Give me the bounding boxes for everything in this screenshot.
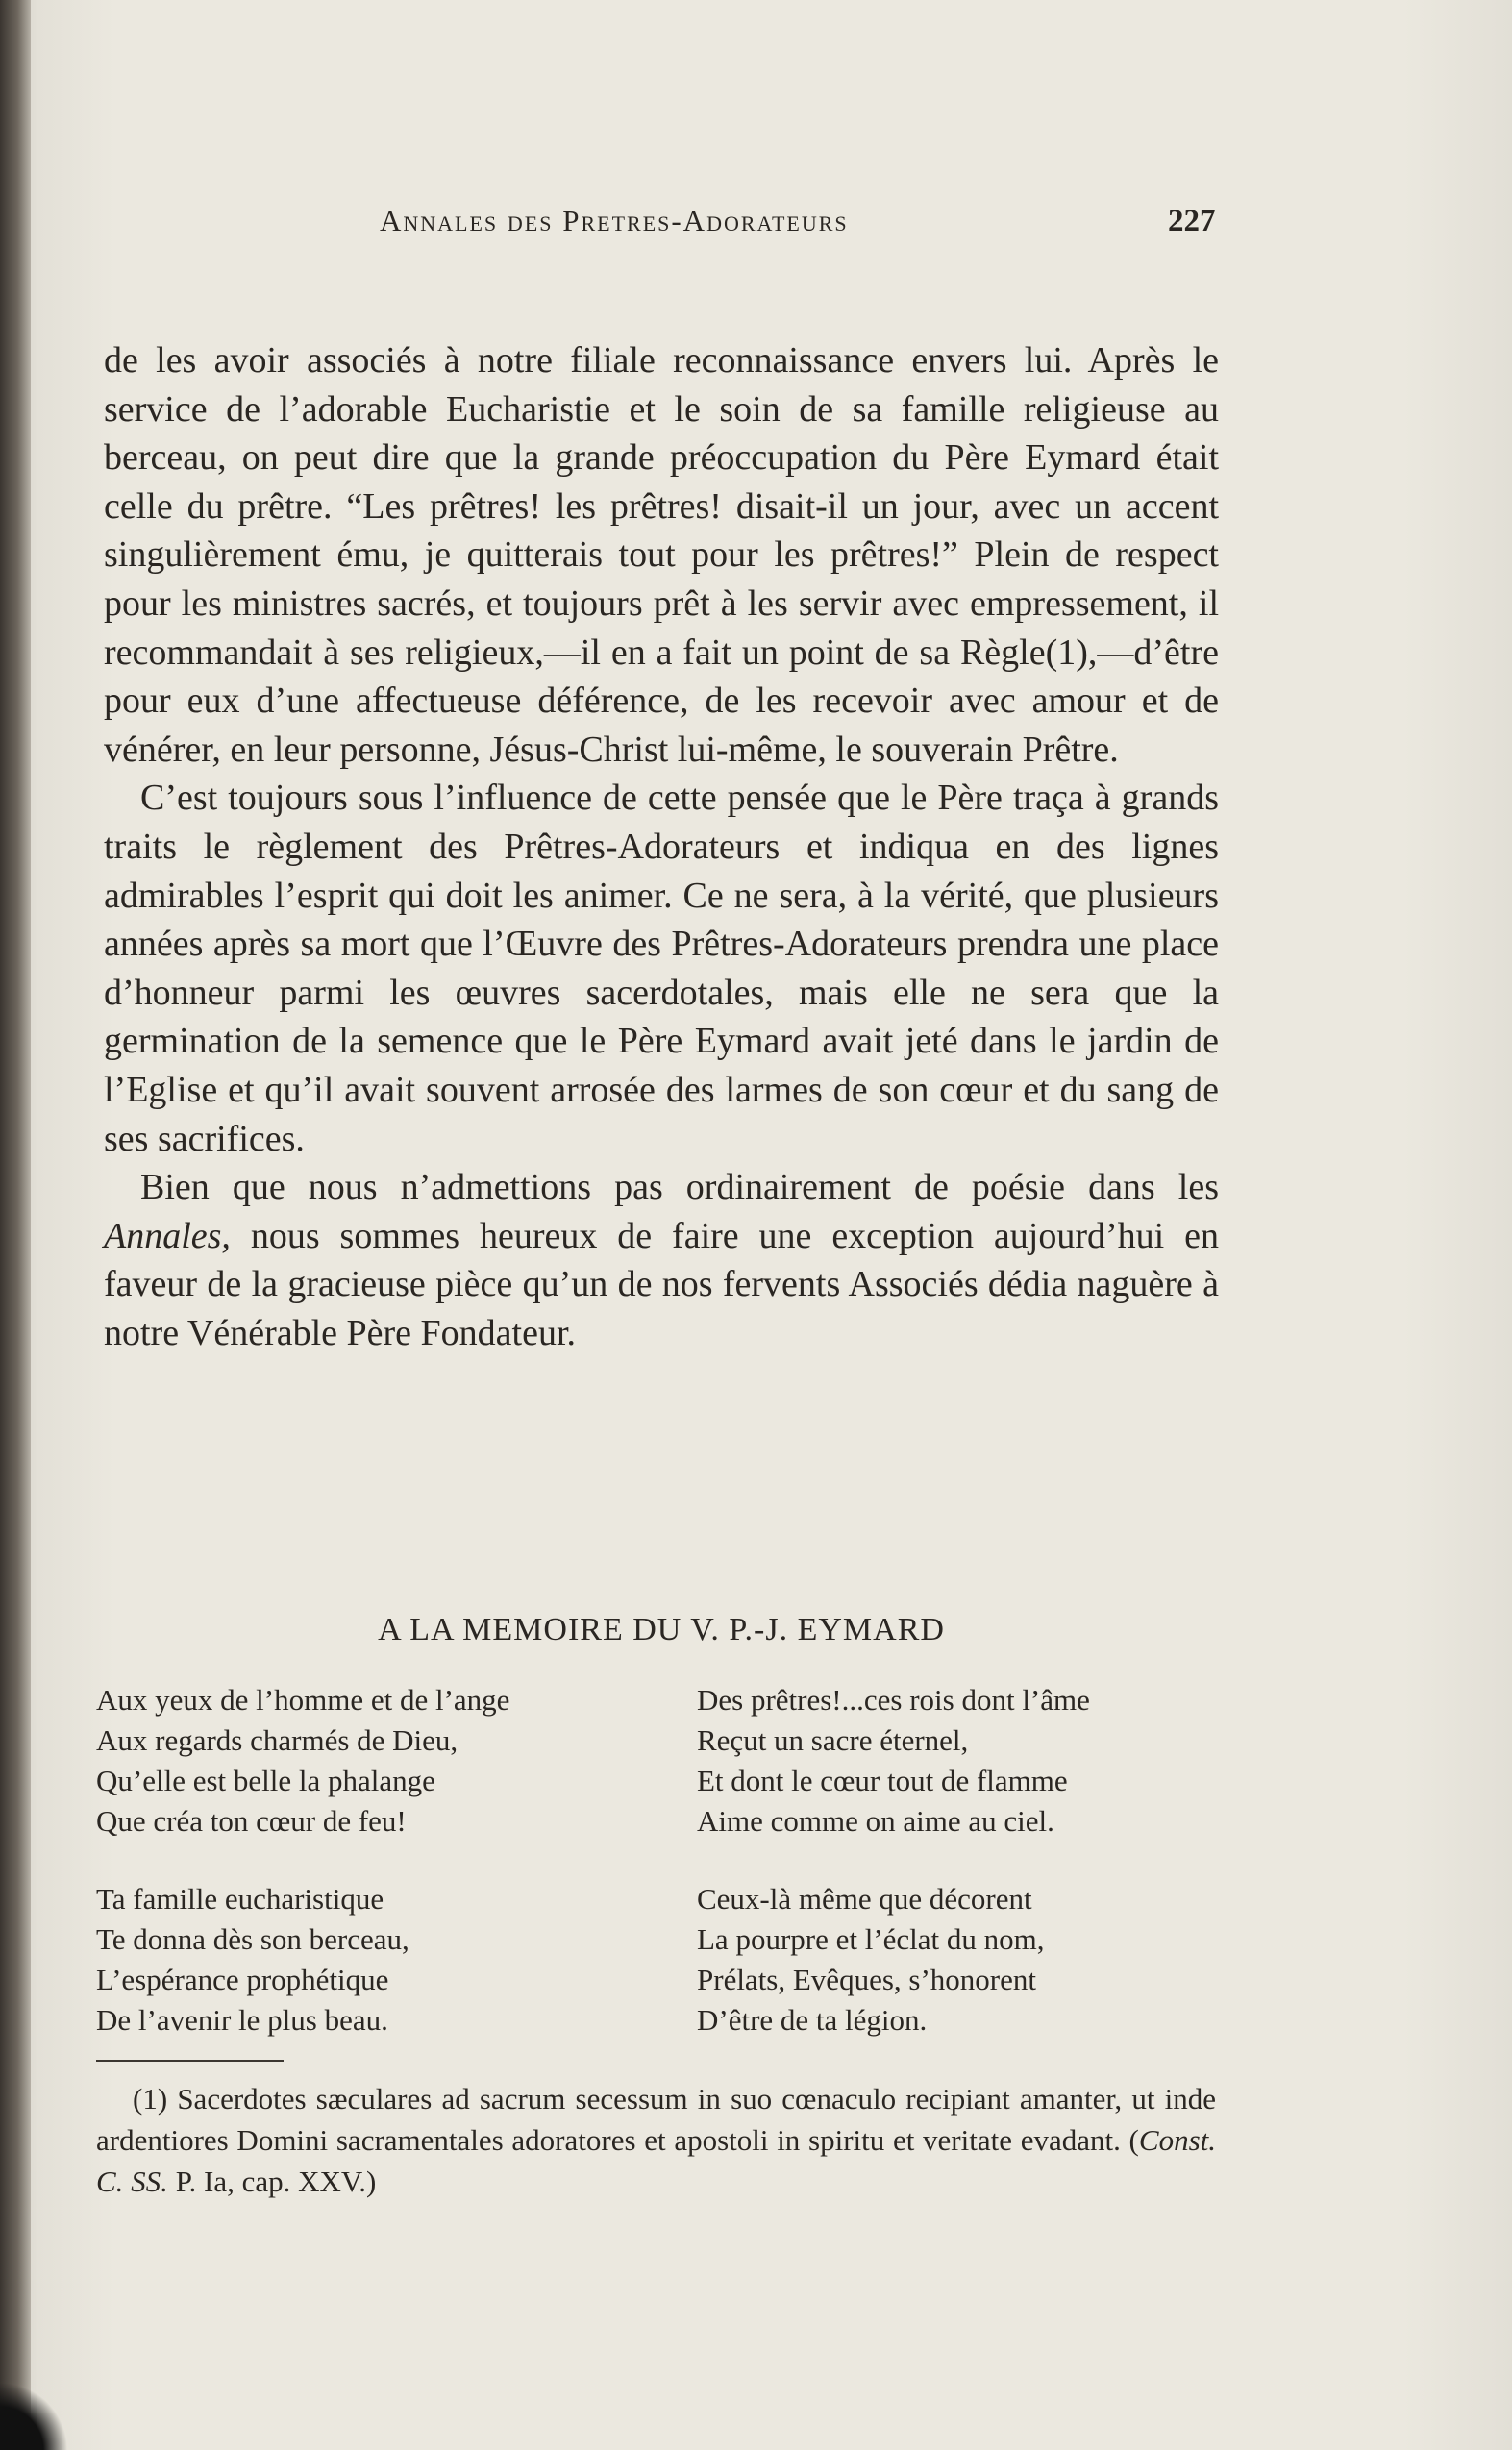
paragraph-2: C’est toujours sous l’influence de cette pensée que le Père traça à grands traits le règlement des Prêtres-Adorateurs et indiqua en des lignes admirables l’esprit qui doit les animer. Ce ne sera, à la vérité, que plusieurs années après sa mort que l’Œuvre des Prêtres-Adorateurs prendra une place d’honneur parmi les œuvres sacerdotales, mais elle ne sera que la germination de la semence que le Père Eymard avait jeté dans le jardin de l’Eglise et qu’il avait souvent arrosée des larmes de son cœur et du sang de ses sacrifices. (104, 778, 1219, 1159)
paragraph-1: de les avoir associés à notre filiale reconnaissance envers lui. Après le service de l’adorable Eucharistie et le soin de sa famille religieuse au berceau, on peut dire que la grande préoccupation du Père Eymard était celle du prêtre. “Les prêtres! les prêtres! disait-il un jour, avec un accent singulièrement ému, je quitterais tout pour les prêtres!” Plein de respect pour les ministres sacrés, et toujours prêt à les servir avec empressement, il recommandait à ses religieux,—il en a fait un point de sa Règle(1),—d’être pour eux d’une affectueuse déférence, de les recevoir avec amour et de vénérer, en leur personne, Jésus-Christ lui-même, le souverain Prêtre. (104, 340, 1219, 770)
paragraph-3-end: nous sommes heureux de faire une exception aujourd’hui en faveur de la gracieuse pièce qu’un de nos fervents Associés dédia naguère à notre Vénérable Père Fondateur. (104, 1215, 1219, 1353)
footnote (96, 2078, 1216, 2202)
footnote-text: Sacerdotes sæculares ad sacrum secessum in suo cœnaculo recipiant amanter, ut inde ardentiores Domini sacramentales adoratores et apostoli in spiritu et veritate evadant. (96, 2082, 1216, 2157)
poem-stanza-1 (96, 1680, 634, 1842)
poem-line: Prélats, Evêques, s’honorent (697, 1963, 1036, 1996)
poem-line: Ta famille eucharistique (96, 1882, 384, 1916)
poem-line: La pourpre et l’éclat du nom, (697, 1922, 1045, 1956)
footnote-citation-italic: Const. C. SS. (96, 2123, 1216, 2198)
body-text (104, 336, 1219, 1357)
poem-stanza-4 (697, 1879, 1235, 2041)
footnote-citation-rest: P. Ia, cap. XXV.) (167, 2165, 377, 2198)
poem-stanza-3 (96, 1879, 634, 2041)
paragraph-3 (104, 1163, 1219, 1357)
poem-line: De l’avenir le plus beau. (96, 2003, 388, 2037)
annales-italic: Annales, (104, 1215, 231, 1256)
poem-line: Aux regards charmés de Dieu, (96, 1723, 459, 1757)
poem-line: Reçut un sacre éternel, (697, 1723, 969, 1757)
poem-line: Aime comme on aime au ciel. (697, 1804, 1054, 1838)
poem-line: D’être de ta légion. (697, 2003, 928, 2037)
running-title: Annales des Pretres-Adorateurs (380, 204, 849, 237)
page-corner-shadow (0, 2383, 67, 2450)
poem-line: Ceux-là même que décorent (697, 1882, 1032, 1916)
poem-line: L’espérance prophétique (96, 1963, 389, 1996)
book-spine (0, 0, 31, 2450)
poem-line: Que créa ton cœur de feu! (96, 1804, 407, 1838)
poem-line: Qu’elle est belle la phalange (96, 1764, 435, 1797)
page-number: 227 (1168, 204, 1216, 238)
footnote-divider (96, 2060, 284, 2062)
poem-line: Te donna dès son berceau, (96, 1922, 409, 1956)
poem-stanza-2 (697, 1680, 1235, 1842)
paragraph-3-start: Bien que nous n’admettions pas ordinairement de poésie dans les (140, 1167, 1219, 1208)
poem-line: Des prêtres!...ces rois dont l’âme (697, 1683, 1090, 1717)
poem-title: A LA MEMOIRE DU V. P.-J. EYMARD (378, 1612, 945, 1647)
footnote-citation-open: ( (1120, 2123, 1139, 2157)
footnote-marker: (1) (133, 2082, 168, 2116)
poem-line: Et dont le cœur tout de flamme (697, 1764, 1068, 1797)
poem-line: Aux yeux de l’homme et de l’ange (96, 1683, 510, 1717)
